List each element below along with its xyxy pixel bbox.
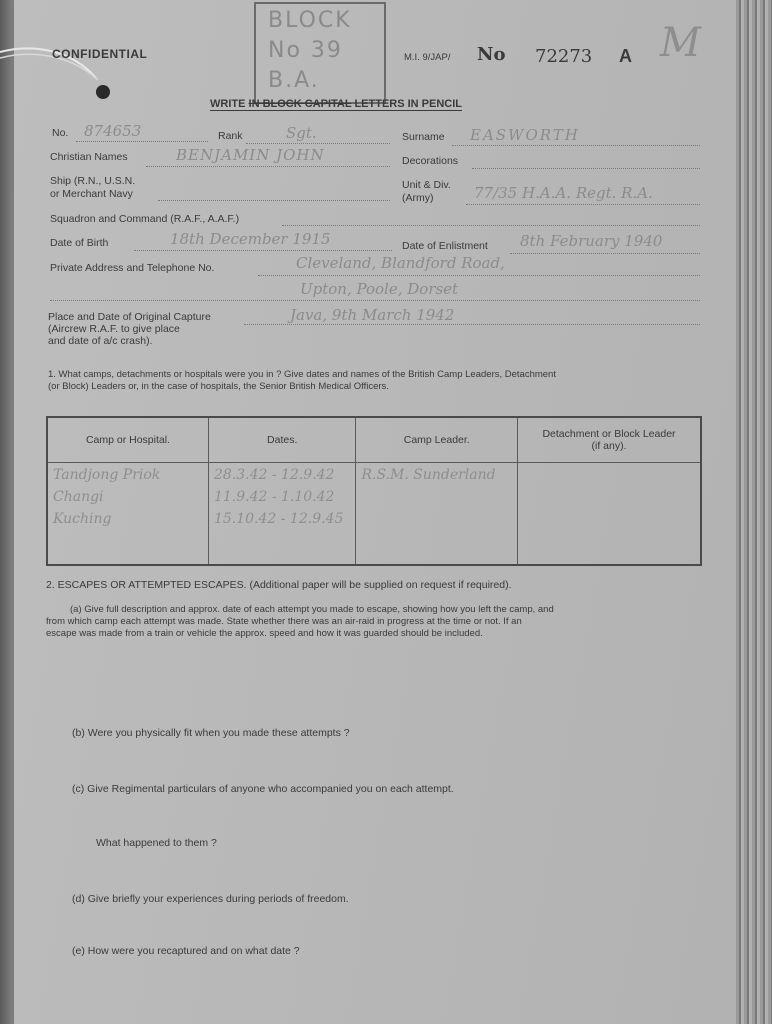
section2-c: (c) Give Regimental particulars of anyone who accompanied you on each attempt. (72, 783, 454, 795)
no-value: 874653 (84, 122, 142, 140)
camp-leader: R.S.M. Sunderland (361, 467, 496, 483)
rank-value: Sgt. (286, 124, 317, 142)
unit-value: 77/35 H.A.A. Regt. R.A. (474, 184, 653, 202)
section2-a-line-2: from which camp each attempt was made. State whether there was an air-raid in progress at the time or not. If an (46, 616, 522, 627)
leader-cell (356, 463, 518, 566)
stamp-line-2: No 39 (268, 38, 343, 63)
address-line-1: Cleveland, Blandford Road, (296, 254, 505, 272)
stamp-line-1: BLOCK (268, 8, 352, 33)
unit-label-1: Unit & Div. (402, 179, 451, 191)
block-stamp (254, 2, 386, 104)
address-line-2: Upton, Poole, Dorset (300, 280, 459, 298)
page-edges (736, 0, 772, 1024)
christian-names-value: BENJAMIN JOHN (176, 146, 325, 164)
unit-label-2: (Army) (402, 192, 434, 204)
capture-value: Java, 9th March 1942 (290, 306, 455, 324)
section2-title: 2. ESCAPES OR ATTEMPTED ESCAPES. (Additional paper will be supplied on request if required). (46, 579, 512, 591)
ship-label-1: Ship (R.N., U.S.N. (50, 175, 136, 187)
confidential-label: CONFIDENTIAL (52, 47, 148, 61)
squadron-label: Squadron and Command (R.A.F., A.A.F.) (50, 213, 240, 225)
camp-dates: 11.9.42 - 1.10.42 (213, 489, 335, 505)
camp-cell (47, 463, 208, 566)
section2-b: (b) Were you physically fit when you made these attempts ? (72, 727, 350, 739)
instruction-prefix: WRITE (210, 98, 246, 110)
col-camp-or-hospital: Camp or Hospital. (47, 417, 208, 463)
camp-name: Kuching (53, 511, 112, 527)
col-detachment-leader: Detachment or Block Leader (if any). (518, 417, 701, 463)
decorations-label: Decorations (402, 155, 459, 167)
no-label: No. (52, 127, 69, 139)
instruction-struck: IN BLOCK CAPITAL (248, 98, 352, 110)
section2-e: (e) How were you recaptured and on what date ? (72, 945, 300, 957)
camp-name: Tandjong Priok (53, 467, 161, 483)
ship-label-2: or Merchant Navy (50, 188, 133, 200)
camps-header-row (47, 417, 701, 463)
instruction-suffix: LETTERS IN PENCIL (354, 98, 463, 110)
table-row (47, 463, 701, 566)
handwritten-mark: M (660, 20, 701, 66)
pencil-instruction (210, 98, 462, 111)
col-dates: Dates. (208, 417, 356, 463)
camp-dates: 28.3.42 - 12.9.42 (213, 467, 335, 483)
capture-label-1: Place and Date of Original Capture (48, 311, 211, 323)
rank-label: Rank (218, 130, 243, 142)
form-series: A (619, 46, 632, 66)
christian-names-label: Christian Names (50, 151, 128, 163)
capture-label-3: and date of a/c crash). (48, 335, 153, 347)
col-camp-leader: Camp Leader. (356, 417, 518, 463)
detachment-cell (518, 463, 701, 566)
capture-label-2: (Aircrew R.A.F. to give place (48, 323, 180, 335)
enlistment-value: 8th February 1940 (520, 232, 663, 250)
section2-c-followup: What happened to them ? (96, 837, 217, 849)
section2-a-line-1: (a) Give full description and approx. date of each attempt you made to escape, showing how you left the camp, and (70, 604, 554, 615)
enlistment-label: Date of Enlistment (402, 240, 488, 252)
section1-line-1: 1. What camps, detachments or hospitals were you in ? Give dates and names of the British Camp Leaders, Detachment (48, 369, 556, 380)
surname-value: EASWORTH (470, 126, 580, 144)
address-label: Private Address and Telephone No. (50, 262, 215, 274)
camps-table (46, 416, 702, 566)
number-prefix: No (477, 44, 506, 65)
dob-value: 18th December 1915 (170, 230, 331, 248)
stamp-line-3: B.A. (268, 68, 320, 93)
surname-label: Surname (402, 131, 445, 143)
section2-a-line-3: escape was made from a train or vehicle the approx. speed and how it was guarded should be included. (46, 628, 483, 639)
section1-line-2: (or Block) Leaders or, in the case of hospitals, the Senior British Medical Officers. (48, 381, 389, 392)
dob-label: Date of Birth (50, 237, 109, 249)
camp-name: Changi (53, 489, 104, 505)
form-number: 72273 (535, 46, 593, 67)
section2-d: (d) Give briefly your experiences during periods of freedom. (72, 893, 349, 905)
dates-cell (208, 463, 356, 566)
camp-dates: 15.10.42 - 12.9.45 (213, 511, 344, 527)
form-code: M.I. 9/JAP/ (404, 52, 451, 63)
